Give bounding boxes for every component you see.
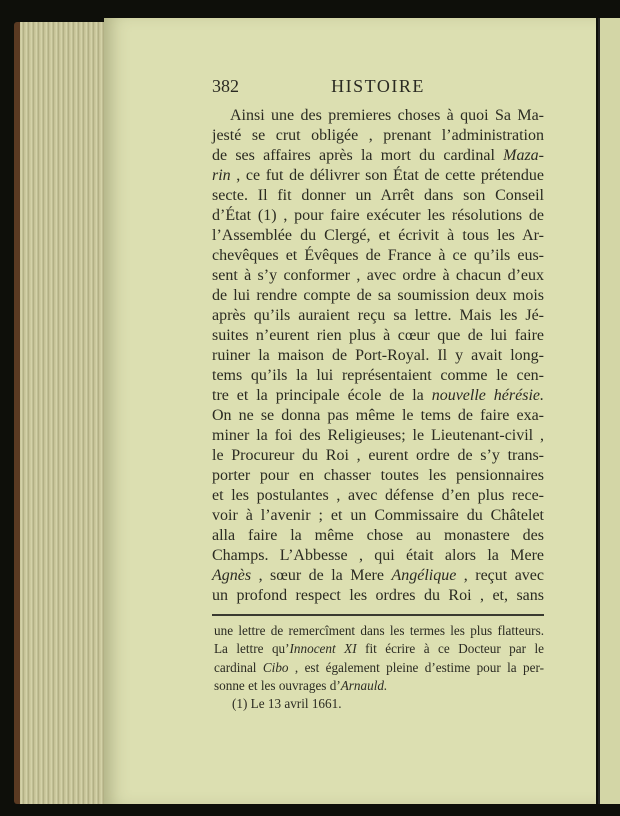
footnote-line (214, 622, 544, 640)
text-line (212, 226, 544, 246)
footnote-line (214, 640, 544, 658)
text-line (212, 306, 544, 326)
text-line (212, 386, 544, 406)
text-line (212, 286, 544, 306)
text-segment: La lettre qu’ (214, 641, 290, 657)
text-segment: , ce fut de délivrer son État de cette prétendue (230, 167, 544, 184)
text-segment: de ses affaires après la mort du cardinal (212, 147, 504, 164)
footnote-line (214, 695, 544, 713)
text-line (212, 526, 544, 546)
text-segment: chevêques et Évêques de France à ce qu’ils eus- (212, 247, 544, 264)
page-number: 382 (212, 76, 239, 96)
text-segment: un profond respect les ordres du Roi , et, sans (212, 587, 544, 604)
text-segment: secte. Il fit donner un Arrêt dans son Conseil (212, 187, 544, 204)
text-line (212, 566, 544, 586)
text-segment: fit écrire à ce Docteur par le (356, 641, 545, 657)
text-line (212, 366, 544, 386)
italic-text: nouvelle hérésie. (431, 387, 544, 404)
running-header (212, 76, 544, 98)
text-line (212, 586, 544, 606)
text-segment: tre et la principale école de la (212, 387, 432, 404)
text-line (212, 326, 544, 346)
text-line (212, 246, 544, 266)
italic-text: Arnauld. (340, 677, 388, 693)
text-line (212, 426, 544, 446)
running-title: HISTOIRE (331, 76, 425, 96)
italic-text: Angélique (391, 567, 457, 584)
text-segment: porter pour en chasser toutes les pensionnaires (212, 467, 544, 484)
text-line (212, 466, 544, 486)
text-line (212, 266, 544, 286)
text-segment: Ainsi une des premieres choses à quoi Sa Ma- (230, 107, 544, 124)
italic-text: Agnès (212, 567, 252, 584)
body-text (212, 106, 544, 606)
text-line (212, 146, 544, 166)
text-segment: après qu’ils auraient reçu sa lettre. Mais les Jé- (212, 307, 544, 324)
text-segment: sent à s’y conformer , avec ordre à chacun d’eux (212, 267, 544, 284)
text-segment: Champs. L’Abbesse , qui était alors la Mere (212, 547, 544, 564)
text-line (212, 206, 544, 226)
text-segment: et les postulantes , avec défense d’en plus rece- (212, 487, 544, 504)
text-line (212, 506, 544, 526)
text-segment: (1) Le 13 avril 1661. (232, 696, 342, 712)
text-segment: le Procureur du Roi , eurent ordre de s’y trans- (212, 447, 544, 464)
text-segment: , sœur de la Mere (251, 567, 392, 584)
footnotes (214, 622, 544, 713)
text-segment: tems qu’ils la lui représentaient comme le cen- (212, 367, 544, 384)
facing-page-edge (598, 18, 620, 804)
text-segment: une lettre de remercîment dans les termes les plus flatteurs. (214, 623, 544, 638)
text-segment: alla faire la même chose au monastere des (212, 527, 544, 544)
text-line (212, 446, 544, 466)
text-segment: cardinal (214, 659, 263, 675)
text-line (212, 346, 544, 366)
text-line (212, 106, 544, 126)
text-segment: On ne se donna pas même le tems de faire exa- (212, 407, 544, 424)
text-segment: ruiner la maison de Port-Royal. Il y avait long- (212, 347, 544, 364)
text-segment: sonne et les ouvrages d’ (214, 677, 341, 693)
text-segment: , est également pleine d’estime pour la per- (288, 659, 545, 675)
text-segment: d’État (1) , pour faire exécuter les résolutions de (212, 207, 544, 224)
text-segment: miner la foi des Religieuses; le Lieutenant-civil , (212, 427, 544, 444)
text-segment: de lui rendre compte de sa soumission deux mois (212, 287, 544, 304)
footnote-line (214, 677, 544, 695)
text-line (212, 546, 544, 566)
text-segment: voir à l’avenir ; et un Commissaire du Châtelet (212, 507, 544, 524)
text-line (212, 126, 544, 146)
text-line (212, 406, 544, 426)
italic-text: Cibo (262, 659, 289, 675)
italic-text: rin (212, 167, 231, 184)
footnote-line (214, 659, 544, 677)
text-line (212, 486, 544, 506)
text-segment: , reçut avec (456, 567, 544, 584)
italic-text: Maza- (503, 147, 544, 164)
text-line (212, 186, 544, 206)
text-segment: jesté se crut obligée , prenant l’administration (212, 127, 544, 144)
italic-text: Innocent XI (289, 641, 357, 657)
text-segment: suites n’eurent rien plus à cœur que de lui faire (212, 327, 544, 344)
text-segment: l’Assemblée du Clergé, et écrivit à tous les Ar- (212, 227, 544, 244)
footnote-rule (212, 614, 544, 616)
text-line (212, 166, 544, 186)
